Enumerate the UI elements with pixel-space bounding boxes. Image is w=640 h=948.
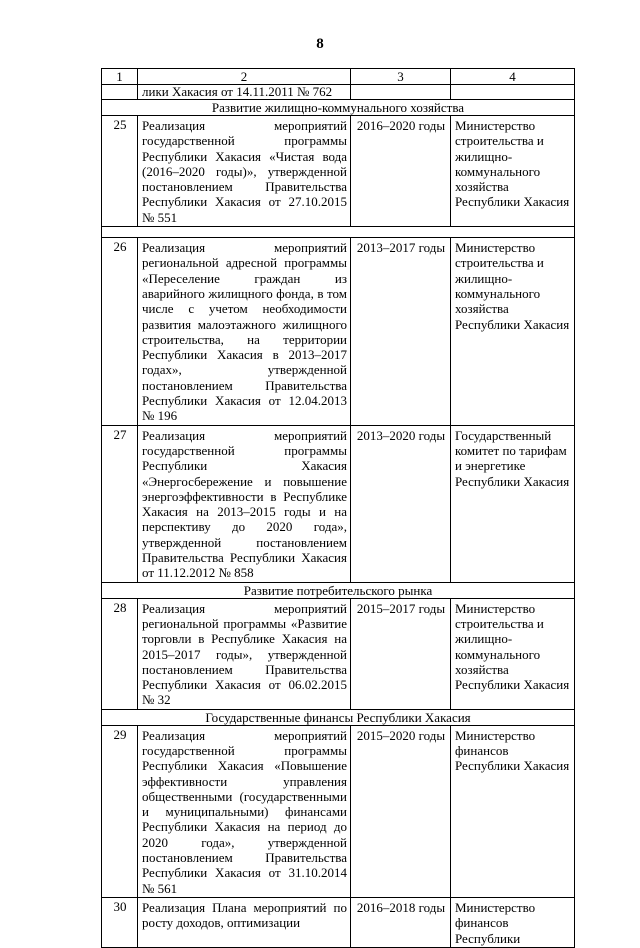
continuation-row <box>102 85 575 100</box>
column-number-1: 1 <box>102 69 138 85</box>
measure-text: Реализация мероприятий региональной адресной программы «Переселение граждан из аварийного жилищного фонда, в том числе с учетом необходимости развития малоэтажного жилищного строительства, на территории Республики Хакасия в 2013–2017 годах», утвержденной постановлением Правительства Республики Хакасия от 12.04.2013 № 196 <box>138 238 351 426</box>
responsible-text: Государственный комитет по тарифам и энергетике Республики Хакасия <box>451 425 575 582</box>
measure-text: Реализация Плана мероприятий по росту доходов, оптимизации <box>138 897 351 947</box>
responsible-text: Министерство финансов Республики <box>451 897 575 947</box>
continuation-number-cell <box>102 85 138 100</box>
row-number: 30 <box>102 897 138 947</box>
measure-text: Реализация мероприятий государственной программы Республики Хакасия «Повышение эффективности управления общественными (государственными и муниципальными) финансами Республики Хакасия на период до 2020 года», утвержденной постановлением Правительства Республики Хакасия от 31.10.2014 № 561 <box>138 725 351 897</box>
column-number-2: 2 <box>138 69 351 85</box>
program-table <box>101 68 575 948</box>
period-text: 2016–2020 годы <box>351 116 451 227</box>
period-text: 2013–2017 годы <box>351 238 451 426</box>
row-number: 25 <box>102 116 138 227</box>
section-title: Развитие потребительского рынка <box>102 582 575 598</box>
continuation-text: лики Хакасия от 14.11.2011 № 762 <box>138 85 351 100</box>
spacer-cell <box>102 227 575 238</box>
table-row <box>102 116 575 227</box>
period-text: 2013–2020 годы <box>351 425 451 582</box>
responsible-text: Министерство финансов Республики Хакасия <box>451 725 575 897</box>
section-title: Государственные финансы Республики Хакасия <box>102 709 575 725</box>
continuation-period-cell <box>351 85 451 100</box>
section-title: Развитие жилищно-коммунального хозяйства <box>102 100 575 116</box>
continuation-responsible-cell <box>451 85 575 100</box>
period-text: 2015–2017 годы <box>351 598 451 709</box>
responsible-text: Министерство строительства и жилищно-коммунального хозяйства Республики Хакасия <box>451 598 575 709</box>
column-number-row <box>102 69 575 85</box>
table-row <box>102 238 575 426</box>
period-text: 2015–2020 годы <box>351 725 451 897</box>
table-row <box>102 425 575 582</box>
section-header-consumer-market <box>102 582 575 598</box>
period-text: 2016–2018 годы <box>351 897 451 947</box>
table-row <box>102 725 575 897</box>
row-number: 26 <box>102 238 138 426</box>
page-number: 8 <box>316 36 324 52</box>
row-number: 28 <box>102 598 138 709</box>
measure-text: Реализация мероприятий региональной программы «Развитие торговли в Республике Хакасия на 2015–2017 годы», утвержденной постановлением Правительства Республики Хакасия от 06.02.2015 № 32 <box>138 598 351 709</box>
section-header-public-finance <box>102 709 575 725</box>
column-number-4: 4 <box>451 69 575 85</box>
responsible-text: Министерство строительства и жилищно-коммунального хозяйства Республики Хакасия <box>451 238 575 426</box>
measure-text: Реализация мероприятий государственной программы Республики Хакасия «Энергосбережение и повышение энергоэффективности в Республике Хакасия на 2013–2015 годы и на перспективу до 2020 года», утвержденной постановлением Правительства Республики Хакасия от 11.12.2012 № 858 <box>138 425 351 582</box>
section-header-housing <box>102 100 575 116</box>
measure-text: Реализация мероприятий государственной программы Республики Хакасия «Чистая вода (2016–2020 годы)», утвержденной постановлением Правительства Республики Хакасия от 27.10.2015 № 551 <box>138 116 351 227</box>
row-number: 29 <box>102 725 138 897</box>
column-number-3: 3 <box>351 69 451 85</box>
table-row <box>102 598 575 709</box>
responsible-text: Министерство строительства и жилищно-коммунального хозяйства Республики Хакасия <box>451 116 575 227</box>
spacer-row <box>102 227 575 238</box>
row-number: 27 <box>102 425 138 582</box>
